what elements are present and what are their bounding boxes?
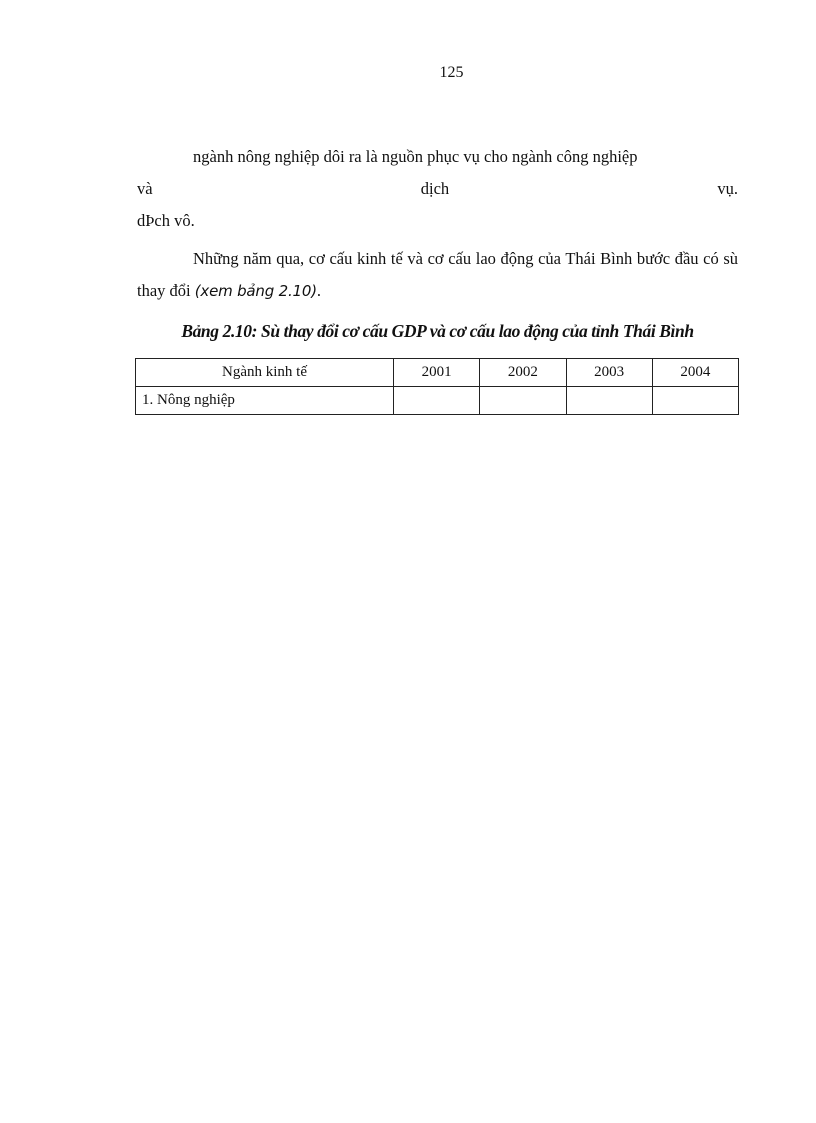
header-year-2001: 2001 xyxy=(394,359,480,387)
paragraph-2-end: . xyxy=(316,281,321,300)
header-year-2004: 2004 xyxy=(652,359,738,387)
header-year-2003: 2003 xyxy=(566,359,652,387)
paragraph-1-line-2 xyxy=(137,173,738,205)
cell-2004 xyxy=(652,387,738,415)
gdp-labor-structure-table xyxy=(135,358,739,415)
paragraph-1-line-3: dÞch vô. xyxy=(137,211,195,230)
table-reference: (xem bảng 2.10) xyxy=(194,282,317,300)
paragraph-1-line-1: ngành nông nghiệp dôi ra là nguồn phục vụ cho ngành công nghiệp xyxy=(193,147,638,166)
table-header-row xyxy=(136,359,739,387)
word-va: và xyxy=(137,179,153,198)
cell-2001 xyxy=(394,387,480,415)
body-text xyxy=(137,141,738,307)
paragraph-2 xyxy=(137,243,738,307)
header-year-2002: 2002 xyxy=(480,359,566,387)
header-sector: Ngành kinh tế xyxy=(136,359,394,387)
cell-2002 xyxy=(480,387,566,415)
paragraph-2-text: Những năm qua, cơ cấu kinh tế và cơ cấu lao động của Thái Bình bước đầu có sù thay đổi xyxy=(137,249,738,300)
table-caption: Bảng 2.10: Sù thay đổi cơ cấu GDP và cơ cấu lao động của tỉnh Thái Bình xyxy=(181,321,694,341)
word-vu: vụ. xyxy=(717,179,738,198)
page-number: 125 xyxy=(439,64,464,81)
word-dich: dịch xyxy=(420,179,450,198)
table-row xyxy=(136,387,739,415)
cell-2003 xyxy=(566,387,652,415)
row-sector-agriculture: 1. Nông nghiệp xyxy=(136,387,394,415)
